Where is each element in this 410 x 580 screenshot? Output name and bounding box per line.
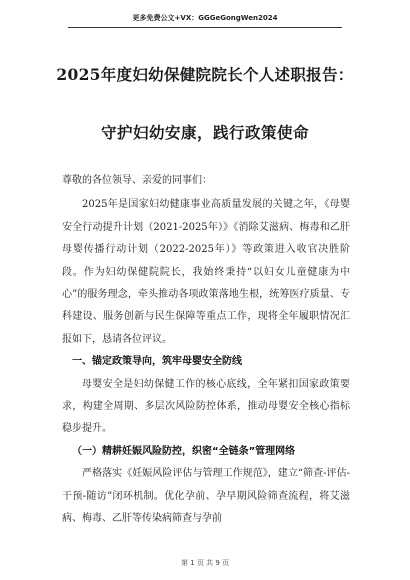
header-divider — [68, 27, 342, 28]
paragraph-section-1: 母婴安全是妇幼保健工作的核心底线，全年紧扣国家政策要求，构建全周期、多层次风险防控体系，推动母婴安全核心指标稳步提升。 — [62, 378, 350, 435]
page-header: 更多免费公文+VX：GGGeGongWen2024 — [132, 14, 278, 22]
salutation: 尊敬的各位领导、亲爱的同事们： — [62, 175, 212, 186]
paragraph-subsection-1: 严格落实《妊娠风险评估与管理工作规范》，建立“筛查-评估-干预-随访”闭环机制。优化孕前、孕早期风险筛查流程，将艾滋病、梅毒、乙肝等传染病筛查与孕前 — [62, 468, 350, 525]
document-subtitle: 守护妇幼安康，践行政策使命 — [100, 123, 309, 142]
page-number: 第 1 页 共 9 页 — [180, 559, 230, 567]
paragraph-intro: 2025年是国家妇幼健康事业高质量发展的关键之年，《母婴安全行动提升计划（2021-2025年）》《消除艾滋病、梅毒和乙肝母婴传播行动计划（2022-2025年）》等政策进入收官决胜阶段。作为妇幼保健院院长，我始终秉持“以妇女儿童健康为中心”的服务理念，牵头推动各项政策落地生根，统筹医疗质量、专科建设、服务创新与民生保障等重点工作，现将全年履职情况汇报如下，恳请各位评议。 — [62, 199, 350, 345]
section-heading-1: 一、锚定政策导向，筑牢母婴安全防线 — [72, 356, 242, 368]
document-title: 2025年度妇幼保健院院长个人述职报告： — [56, 65, 354, 84]
subsection-heading-1: （一）精耕妊娠风险防控，织密“全链条”管理网络 — [72, 445, 296, 457]
document-body — [62, 170, 350, 531]
